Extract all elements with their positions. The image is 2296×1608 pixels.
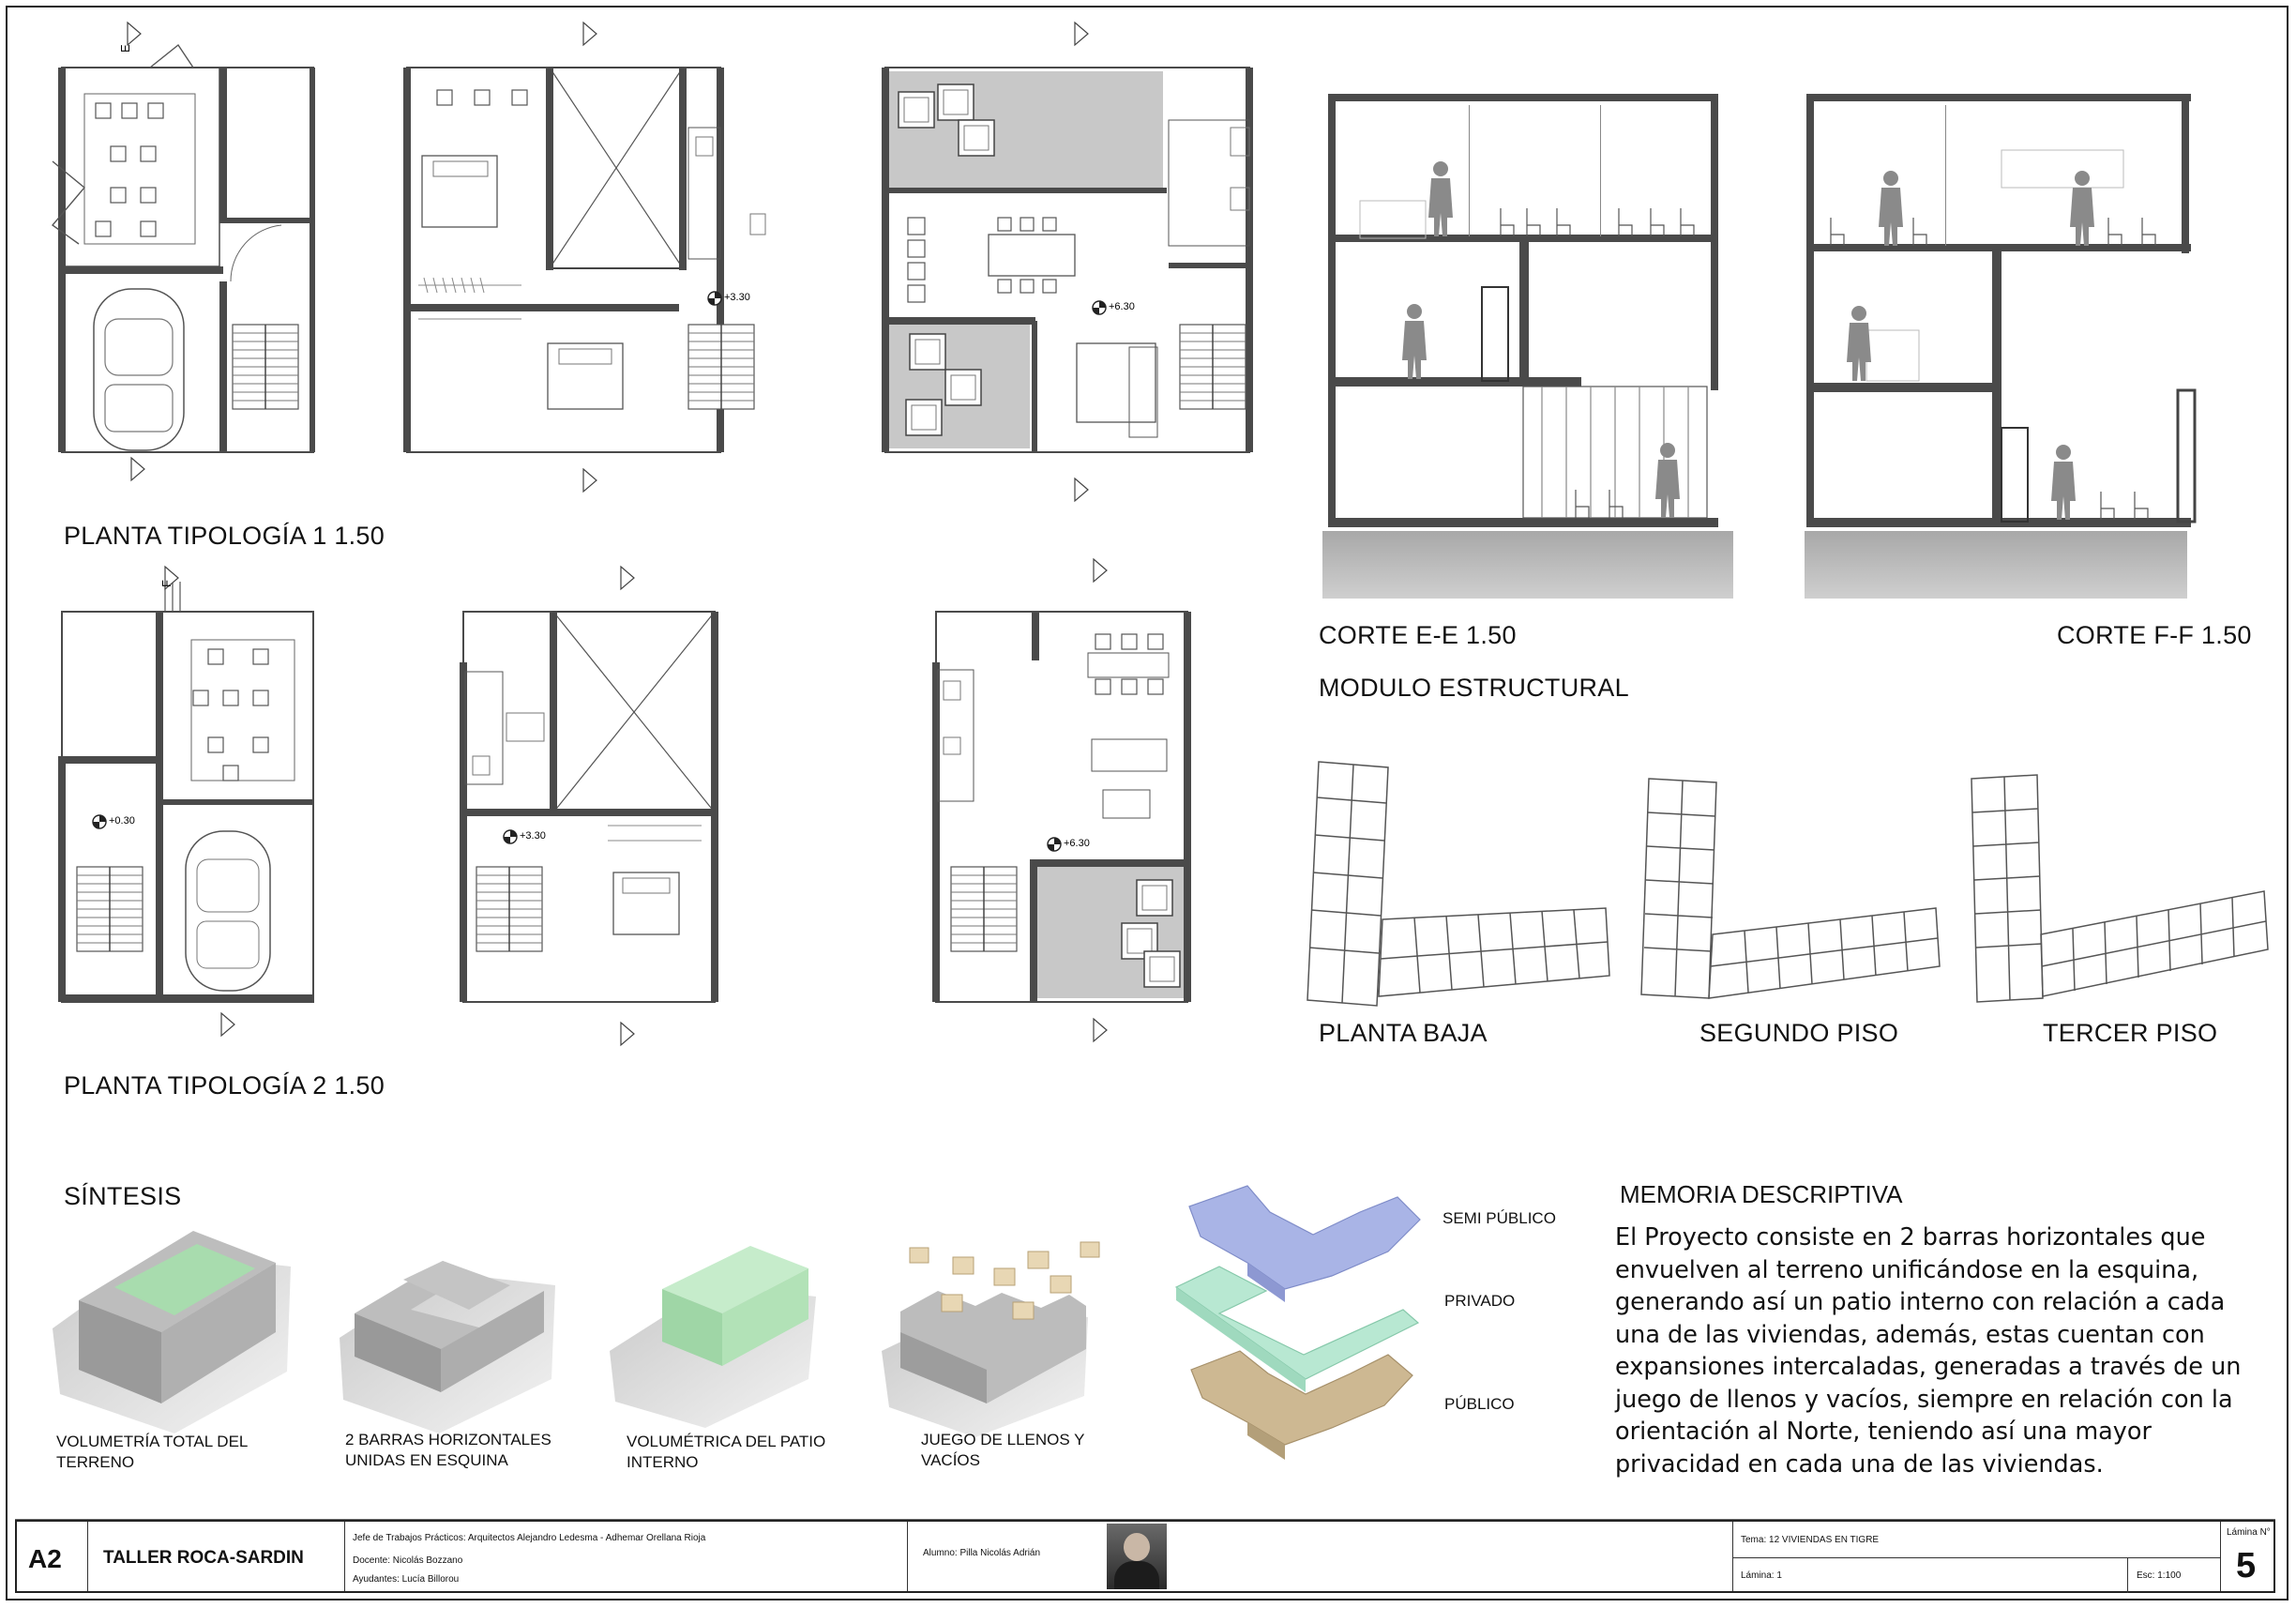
caption-llenos-1: JUEGO DE LLENOS Y <box>921 1431 1085 1449</box>
caption-volumetria-2: TERRENO <box>56 1453 135 1471</box>
level-tag-t1-p3: +6.30 <box>1109 301 1135 312</box>
corte-ff-label: CORTE F-F 1.50 <box>2057 621 2252 649</box>
tb-tema: Tema: 12 VIVIENDAS EN TIGRE <box>1741 1535 1880 1545</box>
layer-label-publico: PÚBLICO <box>1444 1395 1515 1413</box>
plan-tipologia-2-ground <box>58 582 313 1002</box>
student-photo <box>1107 1524 1167 1589</box>
structural-grid-planta-baja <box>1307 762 1609 1006</box>
caption-barras-1: 2 BARRAS HORIZONTALES <box>345 1431 551 1449</box>
memoria-text: El Proyecto consiste en 2 barras horizontales que envuelven al terreno unificándose en la esquina, generando así un patio interno con relación a cada una de las viviendas, además, estas cuentan con expansiones intercaladas, generadas a través de un juego de llenos y vacíos, siempre en relación con la orientación al Norte, teniendo así una mayor privacidad en cada una de las viviendas. <box>1615 1223 2242 1479</box>
tb-lamina-n: 5 <box>2236 1546 2257 1585</box>
plan-tipologia-2-second <box>460 612 718 1002</box>
tb-lamina-n-label: Lámina N° <box>2227 1527 2271 1538</box>
tb-alumno: Alumno: Pilla Nicolás Adrián <box>923 1548 1041 1558</box>
title-block <box>15 1520 2275 1593</box>
sintesis-patio <box>610 1246 816 1428</box>
tb-tema-cell <box>1733 1522 2221 1591</box>
tb-ayudantes: Ayudantes: Lucía Billorou <box>353 1574 460 1585</box>
tb-escala: Esc: 1:100 <box>2137 1570 2182 1581</box>
section-mark-e-2 <box>583 23 597 492</box>
sintesis-volumetria-total <box>53 1231 291 1434</box>
tb-docente: Docente: Nicolás Bozzano <box>353 1555 463 1566</box>
plan-tipologia-1-second <box>403 68 765 452</box>
section-f-label: F <box>159 580 174 587</box>
memoria-title: MEMORIA DESCRIPTIVA <box>1620 1180 1903 1208</box>
level-tag-t2-p1: +0.30 <box>109 815 135 827</box>
plan-tipologia-1-third <box>882 68 1253 452</box>
tb-jefe: Jefe de Trabajos Prácticos: Arquitectos Alejandro Ledesma - Adhemar Orellana Rioja <box>353 1533 706 1543</box>
sintesis-llenos-vacios <box>882 1242 1099 1437</box>
segundo-piso-label: SEGUNDO PISO <box>1699 1019 1899 1047</box>
caption-patio-1: VOLUMÉTRICA DEL PATIO <box>627 1433 826 1450</box>
section-ee <box>1322 94 1733 599</box>
caption-llenos-2: VACÍOS <box>921 1451 980 1469</box>
tb-format-cell <box>17 1522 88 1591</box>
tb-staff-cell <box>345 1522 908 1591</box>
structural-grid-tercer-piso <box>1971 775 2268 1002</box>
caption-barras-2: UNIDAS EN ESQUINA <box>345 1451 508 1469</box>
structural-grid-segundo-piso <box>1641 779 1940 998</box>
tb-lamina: Lámina: 1 <box>1741 1570 1782 1581</box>
level-tag-t2-p3: +6.30 <box>1064 838 1090 849</box>
corte-ee-label: CORTE E-E 1.50 <box>1319 621 1517 649</box>
level-tag-t2-p2: +3.30 <box>520 830 546 842</box>
planta-baja-label: PLANTA BAJA <box>1319 1019 1488 1047</box>
section-e-label: E <box>118 44 132 53</box>
section-mark-f-2 <box>621 567 634 1045</box>
sintesis-title: SÍNTESIS <box>64 1182 182 1210</box>
tb-lamina-n-cell <box>2221 1522 2273 1591</box>
tb-alumno-cell <box>908 1522 1733 1591</box>
plan-tipologia-2-third <box>932 612 1191 1002</box>
tb-taller: TALLER ROCA-SARDIN <box>103 1548 304 1568</box>
layer-label-semi-publico: SEMI PÚBLICO <box>1443 1209 1556 1227</box>
tb-taller-cell <box>88 1522 345 1591</box>
section-ff <box>1805 94 2195 599</box>
planta-tipologia-2-label: PLANTA TIPOLOGÍA 2 1.50 <box>64 1071 385 1100</box>
layer-label-privado: PRIVADO <box>1444 1292 1516 1310</box>
planta-tipologia-1-label: PLANTA TIPOLOGÍA 1 1.50 <box>64 522 385 550</box>
modulo-estructural-label: MODULO ESTRUCTURAL <box>1319 674 1629 702</box>
sintesis-barras <box>340 1261 555 1434</box>
tercer-piso-label: TERCER PISO <box>2043 1019 2218 1047</box>
tb-format: A2 <box>28 1544 62 1573</box>
caption-patio-2: INTERNO <box>627 1453 699 1471</box>
plan-tipologia-1-ground <box>53 45 315 452</box>
level-tag-t1-p2: +3.30 <box>724 292 750 303</box>
caption-volumetria-1: VOLUMETRÍA TOTAL DEL <box>56 1433 249 1450</box>
